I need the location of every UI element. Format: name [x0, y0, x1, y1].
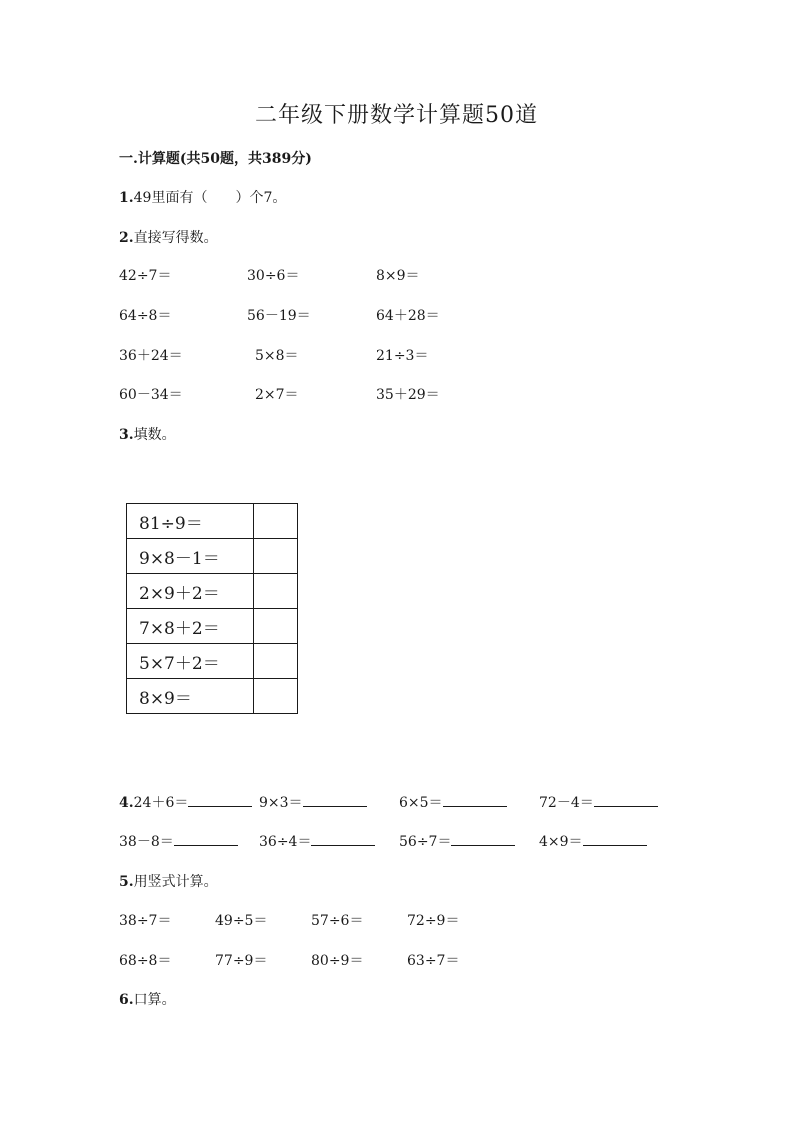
q4-item	[259, 831, 375, 851]
question-number: 6.	[119, 992, 134, 1008]
answer-blank[interactable]	[174, 831, 238, 846]
table-expression: 5×7＋2＝	[127, 644, 254, 679]
question-text: 填数。	[133, 427, 176, 443]
q2-cell: 8×9＝	[376, 268, 420, 284]
q4-item	[539, 792, 658, 812]
q4-expression: 72－4＝	[539, 795, 594, 811]
q2-cell: 5×8＝	[255, 348, 299, 364]
question-number: 1.	[119, 190, 134, 206]
question-text: 用竖式计算。	[133, 874, 218, 890]
q2-cell: 35＋29＝	[376, 387, 440, 403]
question-number: 2.	[119, 230, 134, 246]
answer-blank[interactable]	[188, 792, 252, 807]
answer-blank[interactable]	[443, 792, 507, 807]
q5-cell: 63÷7＝	[407, 953, 460, 969]
table-expression: 81÷9＝	[127, 504, 254, 539]
q2-cell: 64＋28＝	[376, 308, 440, 324]
page-title: 二年级下册数学计算题50道	[255, 103, 538, 128]
q2-cell: 64÷8＝	[119, 308, 172, 324]
question-3	[119, 424, 176, 444]
answer-blank[interactable]	[451, 831, 515, 846]
answer-box[interactable]	[254, 504, 298, 539]
q4-item	[539, 831, 647, 851]
question-number: 4.	[119, 795, 134, 811]
q4-expression: 36÷4＝	[259, 834, 312, 850]
table-row	[127, 609, 298, 644]
table-row	[127, 644, 298, 679]
answer-blank[interactable]	[303, 792, 367, 807]
table-expression: 8×9＝	[127, 679, 254, 714]
q4-expression: 6×5＝	[399, 795, 443, 811]
q4-item	[119, 831, 238, 851]
table-expression: 7×8＋2＝	[127, 609, 254, 644]
table-row	[127, 574, 298, 609]
question-text: 直接写得数。	[133, 230, 218, 246]
q5-cell: 38÷7＝	[119, 913, 172, 929]
answer-box[interactable]	[254, 574, 298, 609]
q5-cell: 68÷8＝	[119, 953, 172, 969]
answer-box[interactable]	[254, 539, 298, 574]
q5-cell: 72÷9＝	[407, 913, 460, 929]
q2-cell: 42÷7＝	[119, 268, 172, 284]
question-4-row-1	[119, 792, 252, 812]
q2-cell: 2×7＝	[255, 387, 299, 403]
question-number: 3.	[119, 427, 134, 443]
q5-cell: 77÷9＝	[215, 953, 268, 969]
question-2	[119, 227, 218, 247]
answer-box[interactable]	[254, 609, 298, 644]
q4-item	[399, 792, 507, 812]
table-row	[127, 539, 298, 574]
table-row	[127, 679, 298, 714]
q4-item	[399, 831, 515, 851]
question-6	[119, 989, 176, 1009]
q4-item	[259, 792, 367, 812]
q4-expression: 24＋6＝	[133, 795, 189, 811]
answer-blank[interactable]	[311, 831, 375, 846]
q2-cell: 30÷6＝	[247, 268, 300, 284]
fill-number-table	[126, 503, 298, 714]
answer-box[interactable]	[254, 644, 298, 679]
q5-cell: 80÷9＝	[311, 953, 364, 969]
q2-cell: 21÷3＝	[376, 348, 429, 364]
q4-expression: 4×9＝	[539, 834, 583, 850]
q2-cell: 56－19＝	[247, 308, 311, 324]
table-row	[127, 504, 298, 539]
answer-box[interactable]	[254, 679, 298, 714]
question-text: 口算。	[133, 992, 176, 1008]
q4-expression: 56÷7＝	[399, 834, 452, 850]
q2-cell: 60－34＝	[119, 387, 183, 403]
table-expression: 2×9＋2＝	[127, 574, 254, 609]
q4-expression: 38－8＝	[119, 834, 174, 850]
question-text: 49里面有（ ）个7。	[133, 190, 287, 206]
answer-blank[interactable]	[594, 792, 658, 807]
q4-expression: 9×3＝	[259, 795, 303, 811]
q5-cell: 49÷5＝	[215, 913, 268, 929]
section-heading: 一.计算题(共50题，共389分)	[119, 151, 312, 167]
table-expression: 9×8－1＝	[127, 539, 254, 574]
question-5	[119, 871, 218, 891]
question-1	[119, 187, 286, 207]
answer-blank[interactable]	[583, 831, 647, 846]
question-number: 5.	[119, 874, 134, 890]
q5-cell: 57÷6＝	[311, 913, 364, 929]
q2-cell: 36＋24＝	[119, 348, 183, 364]
